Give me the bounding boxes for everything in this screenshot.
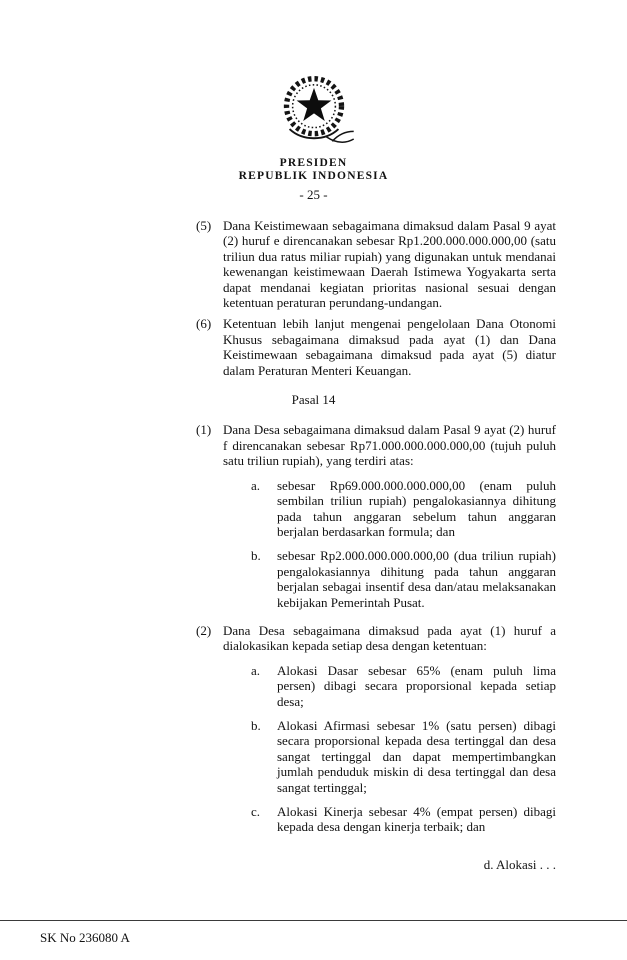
subclause-text: sebesar Rp69.000.000.000.000,00 (enam puluh sembilan triliun rupiah) pengalokasiannya dihitung pada tahun anggaran sebelum tahun anggaran berjalan berdasarkan formula; dan bbox=[277, 477, 556, 539]
clause-2 bbox=[196, 623, 556, 835]
subclause-text: Alokasi Dasar sebesar 65% (enam puluh lima persen) dibagi secara proporsional kepada setiap desa; bbox=[277, 662, 556, 709]
subclause-text: Alokasi Afirmasi sebesar 1% (satu persen) dibagi secara proporsional kepada desa tertinggal dan desa sangat tertinggal dan dapat mempertimbangkan jumlah penduduk miskin di desa tertinggal dan desa sangat tertinggal; bbox=[277, 717, 556, 795]
subclause-letter: a. bbox=[251, 477, 261, 493]
subclause-a bbox=[251, 663, 556, 709]
document-header bbox=[0, 0, 627, 203]
subclause-letter: b. bbox=[251, 717, 261, 733]
subclause-b bbox=[251, 548, 556, 610]
clause-text: Dana Keistimewaan sebagaimana dimaksud dalam Pasal 9 ayat (2) huruf e direncanakan sebesar Rp1.200.000.000.000,00 (satu triliun dua ratus miliar rupiah) yang digunakan untuk mendanai kewenangan keistimewaan Daerah Istimewa Yogyakarta serta dapat mendanai kegiatan prioritas nasional sesuai dengan ketentuan peraturan perundang-undangan. bbox=[223, 218, 556, 311]
subclause-text: Alokasi Kinerja sebesar 4% (empat persen) dibagi kepada desa dengan kinerja terbaik; dan bbox=[277, 804, 556, 835]
org-name-line2: REPUBLIK INDONESIA bbox=[238, 170, 389, 182]
page-number: - 25 - bbox=[299, 187, 328, 202]
document-footer bbox=[0, 920, 627, 946]
clause-number: (5) bbox=[196, 218, 212, 233]
subclause-b bbox=[251, 718, 556, 795]
catchword-next-page: d. Alokasi . . . bbox=[483, 856, 556, 872]
subclause-letter: c. bbox=[251, 804, 261, 819]
clause-1 bbox=[196, 422, 556, 609]
subclause-text: sebesar Rp2.000.000.000.000,00 (dua triliun rupiah) pengalokasiannya dihitung pada tahun anggaran berjalan sebagai insentif desa dan/atau melaksanakan kebijakan Pemerintah Pusat. bbox=[277, 548, 556, 610]
clause-text: Ketentuan lebih lanjut mengenai pengelolaan Dana Otonomi Khusus sebagaimana dimaksud pada ayat (1) dan Dana Keistimewaan sebagaimana dimaksud pada ayat (5) diatur dalam Peraturan Menteri Keuangan. bbox=[223, 316, 556, 378]
clause-number: (2) bbox=[196, 622, 212, 638]
clause-number: (6) bbox=[196, 316, 212, 332]
subclause-letter: b. bbox=[251, 548, 261, 564]
subclause-a bbox=[251, 478, 556, 540]
document-body bbox=[0, 218, 627, 872]
clause-intro-text: Dana Desa sebagaimana dimaksud pada ayat (1) huruf a dialokasikan kepada setiap desa dengan ketentuan: bbox=[223, 622, 556, 654]
subclause-c bbox=[251, 804, 556, 835]
article-heading: Pasal 14 bbox=[291, 392, 336, 408]
clause-6 bbox=[196, 316, 556, 378]
clause-text bbox=[223, 623, 556, 835]
clause-number: (1) bbox=[196, 422, 212, 438]
sk-number: SK No 236080 A bbox=[40, 930, 130, 945]
clause-5 bbox=[196, 218, 556, 310]
clause-text bbox=[223, 422, 556, 609]
presidential-seal-icon bbox=[268, 68, 360, 152]
org-name-line1: PRESIDEN bbox=[279, 157, 348, 169]
clause-intro-text: Dana Desa sebagaimana dimaksud dalam Pasal 9 ayat (2) huruf f direncanakan sebesar Rp71.000.000.000.000,00 (tujuh puluh satu triliun rupiah), yang terdiri atas: bbox=[223, 422, 556, 469]
subclause-letter: a. bbox=[251, 662, 261, 678]
